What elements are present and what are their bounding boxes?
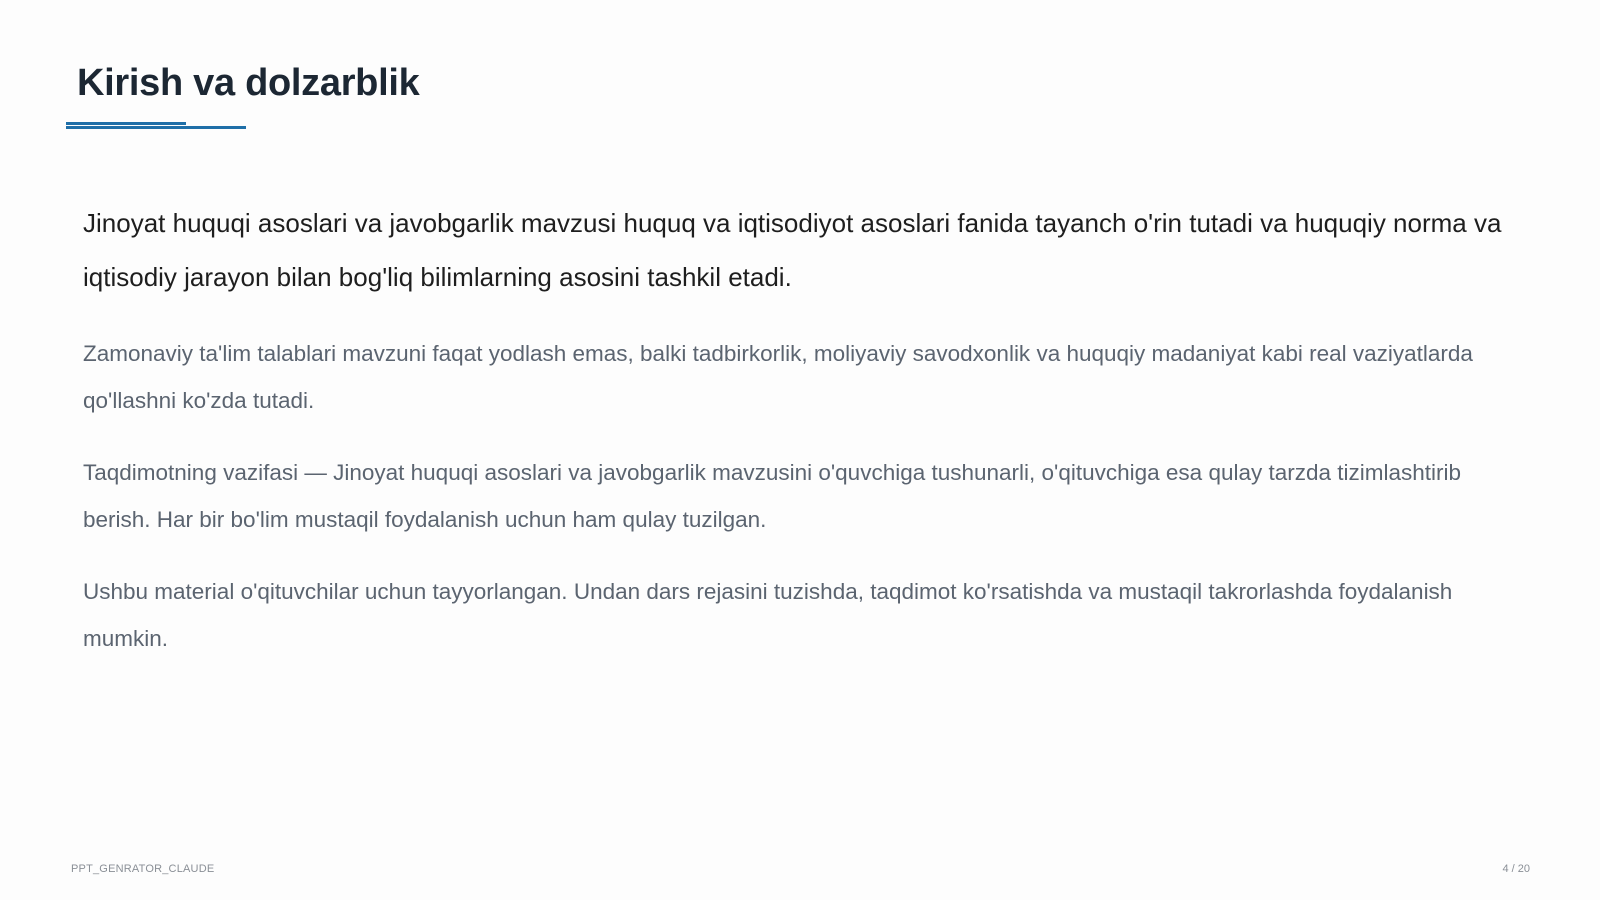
- body-paragraph-1: Zamonaviy ta'lim talablari mavzuni faqat yodlash emas, balki tadbirkorlik, moliyaviy savodxonlik va huquqiy madaniyat kabi real vaziyatlarda qo'llashni ko'zda tutadi.: [83, 341, 1473, 413]
- title-underline: [66, 122, 246, 129]
- slide-title: Kirish va dolzarblik: [77, 62, 420, 104]
- page-indicator: 4 / 20: [1502, 863, 1530, 875]
- body-paragraph-2: Taqdimotning vazifasi — Jinoyat huquqi asoslari va javobgarlik mavzusini o'quvchiga tushunarli, o'qituvchiga esa qulay tarzda tizimlashtirib berish. Har bir bo'lim mustaqil foydalanish uchun ham qulay tuzilgan.: [83, 460, 1462, 532]
- slide-body: [83, 196, 1513, 662]
- title-underline-long: [66, 126, 246, 129]
- body-paragraph-3: Ushbu material o'qituvchilar uchun tayyorlangan. Undan dars rejasini tuzishda, taqdimot ko'rsatishda va mustaqil takrorlashda foydalanish mumkin.: [83, 579, 1453, 651]
- footer-brand: PPT_GENRATOR_CLAUDE: [71, 863, 215, 875]
- title-underline-short: [66, 122, 186, 125]
- lead-paragraph: Jinoyat huquqi asoslari va javobgarlik mavzusi huquq va iqtisodiyot asoslari fanida tayanch o'rin tutadi va huquqiy norma va iqtisodiy jarayon bilan bog'liq bilimlarning asosini tashkil etadi.: [83, 208, 1502, 292]
